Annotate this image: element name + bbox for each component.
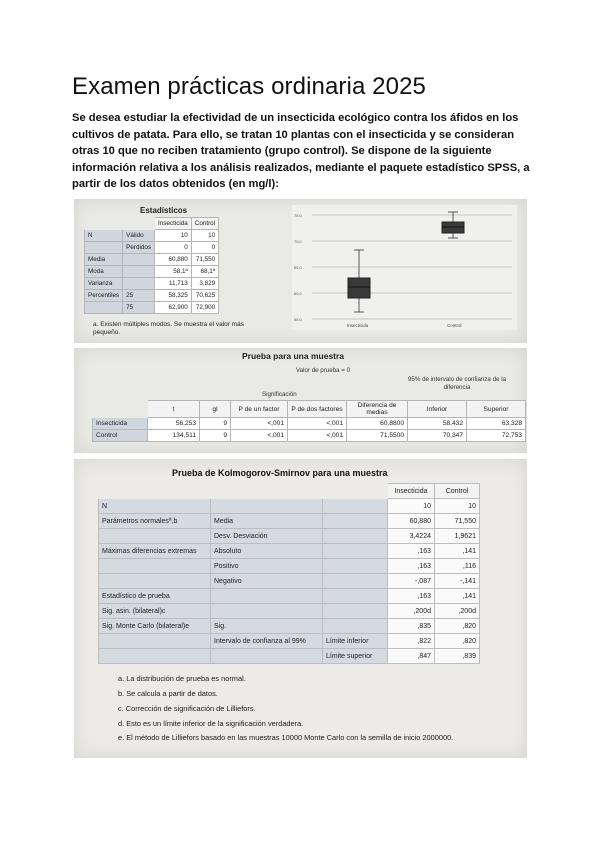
table-row: Perdidos 0 0 xyxy=(85,242,219,254)
table-row: Positivo ,163 ,116 xyxy=(99,559,480,574)
ytick-label: 65,0 xyxy=(294,265,302,270)
box-insecticida xyxy=(348,278,370,298)
ks-title: Prueba de Kolmogorov-Smirnov para una muestra xyxy=(172,468,388,478)
table-row: Negativo -,087 -,141 xyxy=(99,574,480,589)
category-label: Insecticida xyxy=(347,323,369,328)
table-row: Límite superior ,847 ,839 xyxy=(99,649,480,664)
boxplot xyxy=(292,205,517,330)
table-row: Insecticida 56,253 9 <,001 <,001 60,8800 58,432 63,328 xyxy=(93,418,526,430)
table-row: 75 62,900 72,900 xyxy=(85,302,219,314)
intro-paragraph: Se desea estudiar la efectividad de un insecticida ecológico contra los áfidos en los cultivos de patata. Para ello, se tratan 10 plantas con el insecticida y se consideran otras 10 que no reciben tratamiento (grupo control). Se dispone de la siguiente información relativa a los análisis realizados, mediante el paquete estadístico SPSS, a partir de los datos obtenidos (en mg/l): xyxy=(72,112,530,190)
ks-footnote: b. Se calcula a partir de datos. xyxy=(118,689,218,698)
estadisticos-footnote: a. Existen múltiples modos. Se muestra el valor más pequeño. xyxy=(93,321,245,336)
table-row: Sig. asin. (bilateral)c ,200d ,200d xyxy=(99,604,480,619)
ks-table: Insecticida Control N 10 10 Parámetros normalesª,b Media 60,880 71,550 Desv. Desviación 3,4224 1,9621 Máximas diferencias extremas Absoluto ,163 ,141 Positivo ,163 ,116 Negativo -,087 -,141 Estadístico de prueba ,163 ,141 Sig. asin. (bilateral)c ,200d ,200d Sig. Monte Carlo (bilateral)e Sig. ,835 ,820 Intervalo de confianza al 99% Límite inferior ,822 ,820 Límite superior ,847 ,839 xyxy=(98,483,480,664)
col-control: Control xyxy=(191,218,218,230)
ytick-label: 70,0 xyxy=(294,239,302,244)
ks-footnote: d. Esto es un límite inferior de la significación verdadera. xyxy=(118,719,304,728)
prueba-t-title: Prueba para una muestra xyxy=(242,351,345,361)
estadisticos-title: Estadísticos xyxy=(140,206,188,215)
table-row: Desv. Desviación 3,4224 1,9621 xyxy=(99,529,480,544)
ks-footnote: e. El método de Lilliefors basado en las muestras 10000 Monte Carlo con la semilla de inicio 2000000. xyxy=(118,733,454,742)
ks-footnote: a. La distribución de prueba es normal. xyxy=(118,674,246,683)
table-row: N 10 10 xyxy=(99,499,480,514)
signif-header: Significación xyxy=(262,391,297,398)
table-row: Percentiles 25 58,325 70,625 xyxy=(85,290,219,302)
table-row: N Válido 10 10 xyxy=(85,230,219,242)
ks-footnote: c. Corrección de significación de Lilliefors. xyxy=(118,704,256,713)
table-row: Control 134,511 9 <,001 <,001 71,5500 70,347 72,753 xyxy=(93,430,526,442)
col-insecticida: Insecticida xyxy=(155,218,192,230)
estadisticos-table xyxy=(84,217,219,314)
ytick-label: 55,0 xyxy=(294,317,302,322)
table-row: Sig. Monte Carlo (bilateral)e Sig. ,835 ,820 xyxy=(99,619,480,634)
table-row: Estadístico de prueba ,163 ,141 xyxy=(99,589,480,604)
prueba-t-table: t gl P de un factor P de dos factores Diferencia de medias Inferior Superior Insecticida 56,253 9 <,001 <,001 60,8800 58,432 63,328 Control 134,511 9 <,001 <,001 71,5500 70,347 72,753 xyxy=(92,400,526,442)
ci-header: 95% de intervalo de confianza de la diferencia xyxy=(407,376,507,391)
table-row: Varianza 11,713 3,829 xyxy=(85,278,219,290)
table-row: Intervalo de confianza al 99% Límite inferior ,822 ,820 xyxy=(99,634,480,649)
table-row: Moda 58,1ª 68,1ª xyxy=(85,266,219,278)
page-title: Examen prácticas ordinaria 2025 xyxy=(72,73,426,100)
ytick-label: 60,0 xyxy=(294,291,302,296)
table-row: Media 60,880 71,550 xyxy=(85,254,219,266)
ytick-label: 75,0 xyxy=(294,213,302,218)
test-value: Valor de prueba = 0 xyxy=(296,367,351,374)
category-label: Control xyxy=(447,323,462,328)
table-row: Máximas diferencias extremas Absoluto ,163 ,141 xyxy=(99,544,480,559)
table-row: Parámetros normalesª,b Media 60,880 71,550 xyxy=(99,514,480,529)
